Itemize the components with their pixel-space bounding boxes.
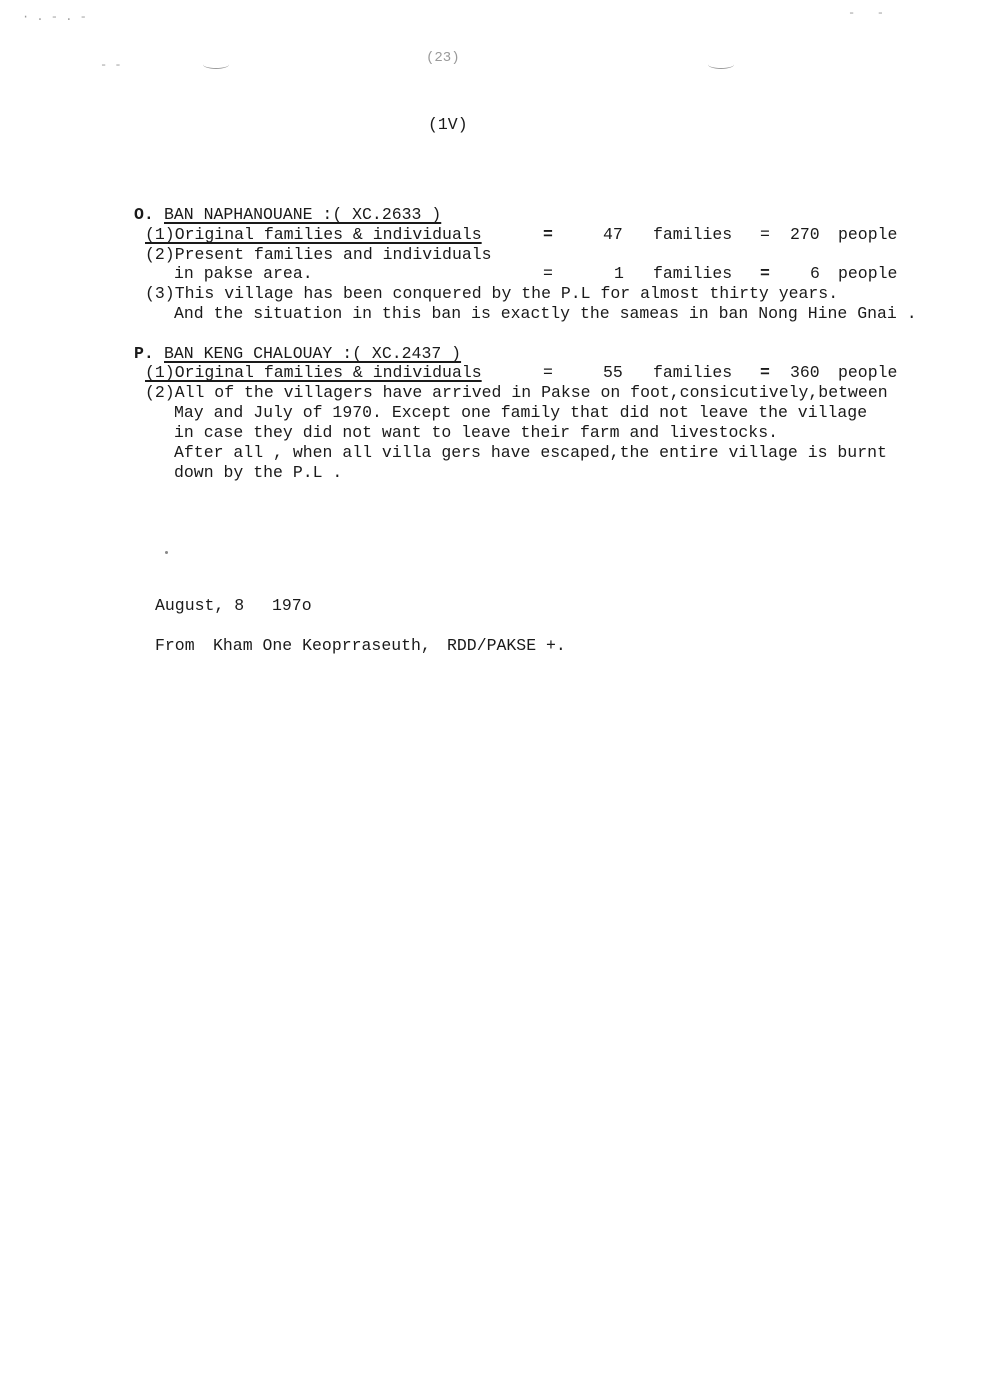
section-p-heading: BAN KENG CHALOUAY :( XC.2437 ) <box>164 344 462 363</box>
section-p-item1-label: (1)Original families & individuals <box>145 363 482 382</box>
section-o-item2-people: 6 <box>810 264 820 283</box>
scan-speck-left: - - <box>100 58 122 72</box>
section-o-item1-families-word: families <box>653 225 733 244</box>
page-number: (1V) <box>428 115 468 134</box>
scan-dot <box>165 551 168 554</box>
scan-speck-top-left: · . ‐ . - <box>22 10 87 24</box>
section-p-item2-line4: After all , when all villa gers have escaped,the entire village is burnt <box>174 443 887 462</box>
section-p-item1-eq2: = <box>760 363 770 382</box>
page-label-top: (23) <box>426 50 460 66</box>
section-o-item1-families: 47 <box>603 225 623 244</box>
section-p-item2-line1: (2)All of the villagers have arrived in Pakse on foot,consicutively,between <box>145 383 888 402</box>
section-o-item1-people-word: people <box>838 225 898 244</box>
section-o-item3-line2: And the situation in this ban is exactly the sameas in ban Nong Hine Gnai . <box>174 304 917 323</box>
scan-arc-right <box>708 60 734 69</box>
section-p-item1-people-word: people <box>838 363 898 382</box>
section-o-item1-label: (1)Original families & individuals <box>145 225 482 244</box>
date-year: 197o <box>272 596 312 615</box>
section-p-item2-line3: in case they did not want to leave their farm and livestocks. <box>174 423 778 442</box>
section-o-item2-people-word: people <box>838 264 898 283</box>
section-o-item1-people: 270 <box>790 225 820 244</box>
section-o-heading: BAN NAPHANOUANE :( XC.2633 ) <box>164 205 442 224</box>
section-o-item2-families: 1 <box>614 264 624 283</box>
section-o-item2-families-word: families <box>653 264 733 283</box>
section-o-letter: O. <box>134 205 154 224</box>
signature-name: Kham One Keoprraseuth, <box>213 636 431 655</box>
section-o-item2-eq1: = <box>543 264 553 283</box>
signature-office: RDD/PAKSE +. <box>447 636 566 655</box>
section-p-item1-families-word: families <box>653 363 733 382</box>
section-p-item1-people: 360 <box>790 363 820 382</box>
section-o-item2-label-cont: in pakse area. <box>174 264 313 283</box>
section-o-item1-eq1: = <box>543 225 553 244</box>
scan-speck-top-right: - - <box>848 6 885 20</box>
scan-arc-left <box>203 60 229 69</box>
signature-from-label: From <box>155 636 195 655</box>
section-o-item1-eq2: = <box>760 225 770 244</box>
section-o-item2-label: (2)Present families and individuals <box>145 245 492 264</box>
section-p-item1-families: 55 <box>603 363 623 382</box>
section-o-item3-line1: (3)This village has been conquered by the P.L for almost thirty years. <box>145 284 839 303</box>
section-p-item2-line2: May and July of 1970. Except one family that did not leave the village <box>174 403 868 422</box>
section-o-item2-eq2: = <box>760 264 770 283</box>
section-p-item1-eq1: = <box>543 363 553 382</box>
section-p-letter: P. <box>134 344 154 363</box>
date-month-day: August, 8 <box>155 596 245 615</box>
section-p-item2-line5: down by the P.L . <box>174 463 343 482</box>
